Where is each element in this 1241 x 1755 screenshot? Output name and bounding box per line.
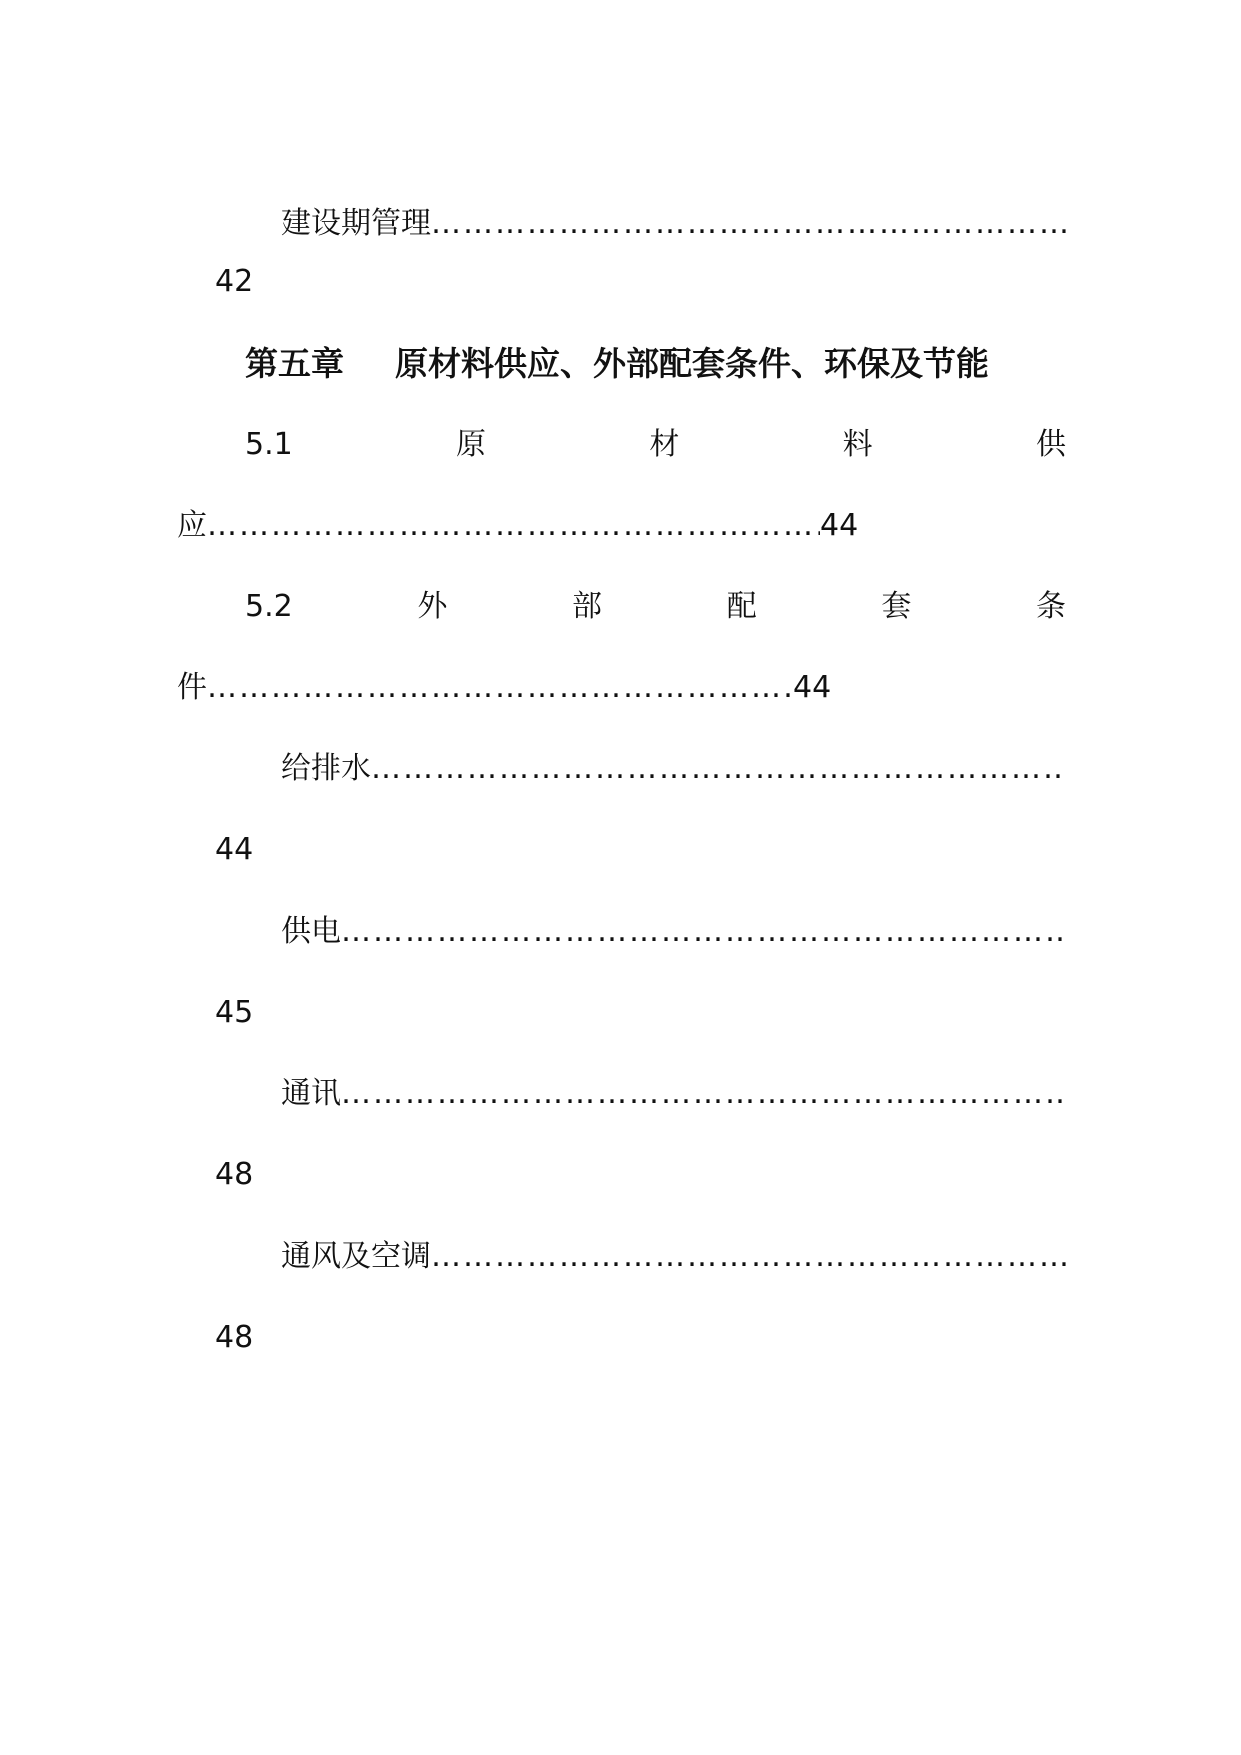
section-title-char: 外 [417,589,448,624]
dot-leader [371,745,1066,793]
dot-leader [207,664,793,712]
toc-page-number: 48 [215,1320,254,1355]
toc-entry-water-supply-drainage[interactable] [281,745,1066,793]
toc-page-number: 45 [215,995,254,1030]
toc-page-number: 42 [215,264,254,299]
section-title-tail: 件 [177,670,207,705]
section-title-char: 条 [1036,589,1066,624]
toc-entry-5-2[interactable] [245,583,1066,631]
toc-page-number: 44 [793,670,832,705]
toc-entry-title: 建设期管理 [281,206,431,241]
dot-leader [341,908,1066,956]
dot-leader [431,200,1066,248]
toc-entry-communication[interactable] [281,1070,1066,1118]
dot-leader [431,1233,1066,1281]
section-title-char: 套 [881,589,912,624]
toc-entry-title: 供电 [281,914,341,949]
section-title-char: 配 [726,589,757,624]
section-title-char: 材 [649,427,680,462]
section-number: 5.1 [245,427,293,462]
toc-entry-5-1[interactable] [245,421,1066,469]
toc-entry-construction-management[interactable] [281,200,1066,248]
toc-entry-power-supply[interactable] [281,908,1066,956]
section-title-char: 原 [456,427,487,462]
chapter-number: 第五章 [245,344,344,383]
chapter-title: 原材料供应、外部配套条件、环保及节能 [395,344,989,383]
toc-entry-title: 给排水 [281,751,371,786]
section-title-char: 部 [572,589,603,624]
dot-leader [207,502,820,550]
toc-entry-5-1-continuation[interactable] [177,502,858,550]
toc-entry-title: 通讯 [281,1076,341,1111]
toc-page-number: 44 [820,508,859,543]
section-title-char: 料 [842,427,873,462]
section-title-tail: 应 [177,508,207,543]
toc-entry-title: 通风及空调 [281,1239,431,1274]
section-title-char: 供 [1035,427,1066,462]
section-number: 5.2 [245,589,293,624]
toc-entry-5-2-continuation[interactable] [177,664,831,712]
chapter-heading[interactable] [245,340,1045,388]
dot-leader [341,1070,1066,1118]
toc-entry-ventilation-ac[interactable] [281,1233,1066,1281]
toc-page-number: 48 [215,1157,254,1192]
toc-page-number: 44 [215,832,254,867]
